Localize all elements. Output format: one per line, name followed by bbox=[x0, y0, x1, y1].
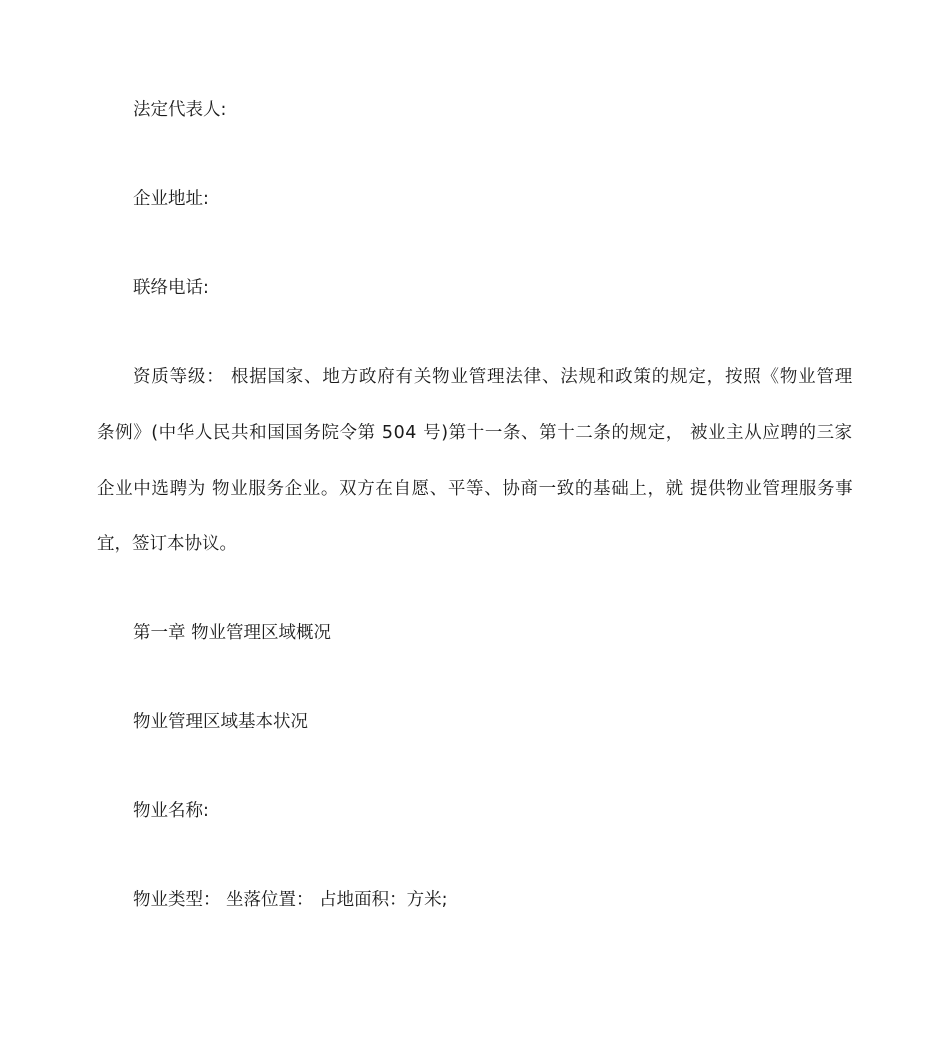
legal-representative-field: 法定代表人: bbox=[133, 100, 227, 120]
chapter-title: 第一章 物业管理区域概况 bbox=[133, 623, 332, 643]
property-type-line: 物业类型： 坐落位置： 占地面积：方米; bbox=[133, 890, 448, 910]
intro-line-4: 宜，签订本协议。 bbox=[97, 534, 237, 554]
intro-line-1: 资质等级： 根据国家、地方政府有关物业管理法律、法规和政策的规定，按照《物业管理 bbox=[133, 367, 853, 387]
intro-line-2: 条例》(中华人民共和国国务院令第 504 号)第十一条、第十二条的规定， 被业主从应聘的三家 bbox=[97, 423, 853, 443]
property-name-field: 物业名称: bbox=[133, 801, 209, 821]
intro-line-3: 企业中选聘为 物业服务企业。双方在自愿、平等、协商一致的基础上，就 提供物业管理服务事 bbox=[97, 479, 853, 499]
contact-phone-field: 联络电话: bbox=[133, 278, 209, 298]
section-heading: 物业管理区域基本状况 bbox=[133, 712, 308, 732]
company-address-field: 企业地址: bbox=[133, 189, 209, 209]
